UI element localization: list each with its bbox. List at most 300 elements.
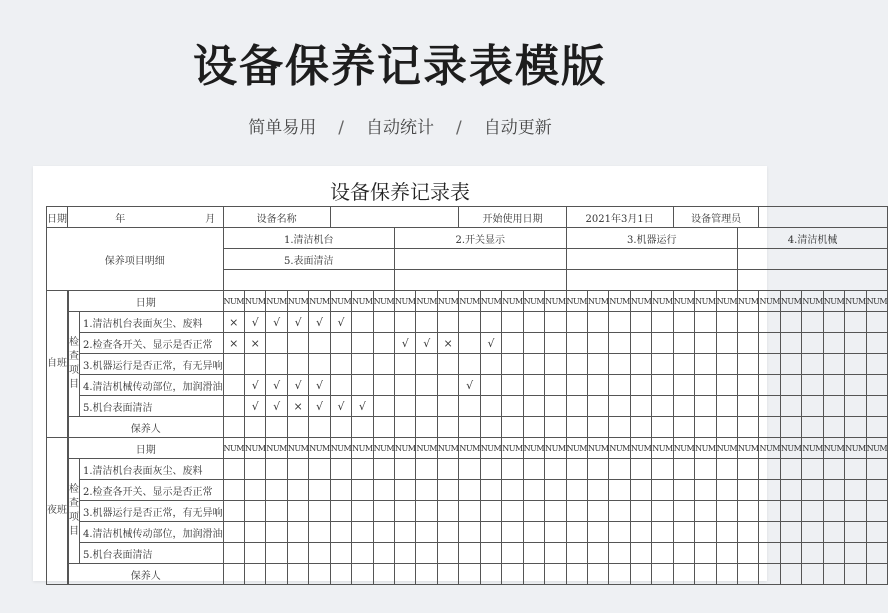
check-mark-cell[interactable] xyxy=(244,501,265,522)
check-mark-cell[interactable] xyxy=(437,459,458,480)
check-mark-cell[interactable] xyxy=(587,312,608,333)
check-mark-cell[interactable] xyxy=(823,522,844,543)
check-mark-cell[interactable] xyxy=(609,522,630,543)
check-mark-cell[interactable] xyxy=(866,501,887,522)
check-mark-cell[interactable] xyxy=(352,312,373,333)
check-mark-cell[interactable] xyxy=(480,480,501,501)
check-mark-cell[interactable] xyxy=(652,312,673,333)
check-mark-cell[interactable] xyxy=(223,543,244,564)
check-mark-cell[interactable] xyxy=(502,480,523,501)
check-mark-cell[interactable] xyxy=(759,354,780,375)
check-mark-cell[interactable] xyxy=(673,354,694,375)
check-mark-cell[interactable] xyxy=(716,312,737,333)
check-mark-cell[interactable]: × xyxy=(223,333,244,354)
check-mark-cell[interactable] xyxy=(330,354,351,375)
check-mark-cell[interactable] xyxy=(416,375,437,396)
check-mark-cell[interactable] xyxy=(630,459,651,480)
check-mark-cell[interactable] xyxy=(566,375,587,396)
check-mark-cell[interactable] xyxy=(780,354,801,375)
check-mark-cell[interactable]: √ xyxy=(416,333,437,354)
keeper-cell[interactable] xyxy=(587,417,608,438)
check-mark-cell[interactable] xyxy=(609,480,630,501)
check-mark-cell[interactable] xyxy=(309,333,330,354)
check-mark-cell[interactable] xyxy=(716,396,737,417)
check-mark-cell[interactable] xyxy=(523,480,544,501)
check-mark-cell[interactable] xyxy=(266,522,287,543)
check-mark-cell[interactable] xyxy=(845,354,866,375)
check-mark-cell[interactable] xyxy=(609,543,630,564)
check-mark-cell[interactable] xyxy=(223,522,244,543)
check-mark-cell[interactable] xyxy=(652,333,673,354)
check-mark-cell[interactable] xyxy=(566,501,587,522)
check-mark-cell[interactable] xyxy=(587,522,608,543)
keeper-cell[interactable] xyxy=(395,417,416,438)
keeper-cell[interactable] xyxy=(845,564,866,585)
check-mark-cell[interactable] xyxy=(823,333,844,354)
keeper-cell[interactable] xyxy=(673,564,694,585)
check-mark-cell[interactable] xyxy=(480,459,501,480)
keeper-cell[interactable] xyxy=(845,417,866,438)
check-mark-cell[interactable] xyxy=(566,354,587,375)
check-mark-cell[interactable] xyxy=(866,543,887,564)
check-mark-cell[interactable] xyxy=(545,543,566,564)
check-mark-cell[interactable] xyxy=(373,354,394,375)
check-mark-cell[interactable] xyxy=(266,543,287,564)
check-mark-cell[interactable] xyxy=(845,501,866,522)
check-mark-cell[interactable] xyxy=(309,501,330,522)
check-mark-cell[interactable] xyxy=(587,375,608,396)
check-mark-cell[interactable] xyxy=(523,396,544,417)
keeper-cell[interactable] xyxy=(695,417,716,438)
manager-value[interactable] xyxy=(759,207,888,228)
check-mark-cell[interactable] xyxy=(823,480,844,501)
check-mark-cell[interactable] xyxy=(545,480,566,501)
check-mark-cell[interactable] xyxy=(716,501,737,522)
check-mark-cell[interactable] xyxy=(395,480,416,501)
check-mark-cell[interactable] xyxy=(759,333,780,354)
check-mark-cell[interactable] xyxy=(823,396,844,417)
check-mark-cell[interactable] xyxy=(823,375,844,396)
check-mark-cell[interactable] xyxy=(630,312,651,333)
check-mark-cell[interactable] xyxy=(695,480,716,501)
check-mark-cell[interactable] xyxy=(352,522,373,543)
check-mark-cell[interactable] xyxy=(759,459,780,480)
check-mark-cell[interactable] xyxy=(502,543,523,564)
check-mark-cell[interactable] xyxy=(716,543,737,564)
check-mark-cell[interactable] xyxy=(802,543,823,564)
check-mark-cell[interactable] xyxy=(716,522,737,543)
check-mark-cell[interactable] xyxy=(330,480,351,501)
check-mark-cell[interactable] xyxy=(545,501,566,522)
check-mark-cell[interactable] xyxy=(244,522,265,543)
check-mark-cell[interactable] xyxy=(759,543,780,564)
keeper-cell[interactable] xyxy=(566,417,587,438)
check-mark-cell[interactable] xyxy=(695,354,716,375)
keeper-cell[interactable] xyxy=(609,417,630,438)
keeper-cell[interactable] xyxy=(395,564,416,585)
check-mark-cell[interactable] xyxy=(373,396,394,417)
check-mark-cell[interactable] xyxy=(244,354,265,375)
check-mark-cell[interactable] xyxy=(545,375,566,396)
check-mark-cell[interactable] xyxy=(866,375,887,396)
check-mark-cell[interactable] xyxy=(373,501,394,522)
check-mark-cell[interactable] xyxy=(609,312,630,333)
check-mark-cell[interactable] xyxy=(309,354,330,375)
check-mark-cell[interactable] xyxy=(266,333,287,354)
check-mark-cell[interactable] xyxy=(630,522,651,543)
check-mark-cell[interactable] xyxy=(802,396,823,417)
keeper-cell[interactable] xyxy=(523,564,544,585)
check-mark-cell[interactable]: √ xyxy=(244,312,265,333)
check-mark-cell[interactable] xyxy=(566,522,587,543)
keeper-cell[interactable] xyxy=(437,564,458,585)
check-mark-cell[interactable]: × xyxy=(244,333,265,354)
check-mark-cell[interactable] xyxy=(223,354,244,375)
check-mark-cell[interactable] xyxy=(566,480,587,501)
check-mark-cell[interactable] xyxy=(652,522,673,543)
check-mark-cell[interactable] xyxy=(459,333,480,354)
check-mark-cell[interactable] xyxy=(416,396,437,417)
check-mark-cell[interactable] xyxy=(738,375,759,396)
check-mark-cell[interactable] xyxy=(845,522,866,543)
check-mark-cell[interactable] xyxy=(502,375,523,396)
check-mark-cell[interactable] xyxy=(609,501,630,522)
check-mark-cell[interactable] xyxy=(738,312,759,333)
check-mark-cell[interactable] xyxy=(416,312,437,333)
keeper-cell[interactable] xyxy=(823,564,844,585)
check-mark-cell[interactable] xyxy=(759,396,780,417)
check-mark-cell[interactable] xyxy=(716,375,737,396)
check-mark-cell[interactable] xyxy=(287,333,308,354)
check-mark-cell[interactable] xyxy=(502,501,523,522)
keeper-cell[interactable] xyxy=(287,564,308,585)
check-mark-cell[interactable] xyxy=(780,480,801,501)
keeper-cell[interactable] xyxy=(502,417,523,438)
keeper-cell[interactable] xyxy=(630,417,651,438)
check-mark-cell[interactable] xyxy=(673,396,694,417)
check-mark-cell[interactable] xyxy=(652,480,673,501)
keeper-cell[interactable] xyxy=(309,417,330,438)
check-mark-cell[interactable] xyxy=(373,522,394,543)
check-mark-cell[interactable] xyxy=(437,480,458,501)
check-mark-cell[interactable] xyxy=(223,480,244,501)
check-mark-cell[interactable] xyxy=(738,333,759,354)
check-mark-cell[interactable] xyxy=(845,480,866,501)
check-mark-cell[interactable] xyxy=(459,354,480,375)
check-mark-cell[interactable] xyxy=(566,312,587,333)
check-mark-cell[interactable] xyxy=(823,312,844,333)
check-mark-cell[interactable] xyxy=(695,333,716,354)
check-mark-cell[interactable] xyxy=(309,459,330,480)
check-mark-cell[interactable] xyxy=(266,501,287,522)
check-mark-cell[interactable]: √ xyxy=(352,396,373,417)
check-mark-cell[interactable] xyxy=(780,396,801,417)
check-mark-cell[interactable] xyxy=(566,333,587,354)
check-mark-cell[interactable] xyxy=(630,333,651,354)
check-mark-cell[interactable] xyxy=(609,459,630,480)
check-mark-cell[interactable] xyxy=(609,354,630,375)
check-mark-cell[interactable] xyxy=(587,480,608,501)
check-mark-cell[interactable] xyxy=(523,375,544,396)
check-mark-cell[interactable] xyxy=(823,354,844,375)
check-mark-cell[interactable]: √ xyxy=(266,396,287,417)
check-mark-cell[interactable] xyxy=(823,459,844,480)
check-mark-cell[interactable] xyxy=(587,333,608,354)
check-mark-cell[interactable] xyxy=(545,312,566,333)
check-mark-cell[interactable] xyxy=(587,459,608,480)
check-mark-cell[interactable] xyxy=(630,501,651,522)
check-mark-cell[interactable] xyxy=(395,312,416,333)
check-mark-cell[interactable]: √ xyxy=(309,375,330,396)
check-mark-cell[interactable] xyxy=(866,312,887,333)
check-mark-cell[interactable] xyxy=(609,375,630,396)
keeper-cell[interactable] xyxy=(309,564,330,585)
check-mark-cell[interactable] xyxy=(395,354,416,375)
check-mark-cell[interactable] xyxy=(287,522,308,543)
check-mark-cell[interactable] xyxy=(266,459,287,480)
check-mark-cell[interactable] xyxy=(759,480,780,501)
check-mark-cell[interactable] xyxy=(395,543,416,564)
check-mark-cell[interactable] xyxy=(823,543,844,564)
check-mark-cell[interactable] xyxy=(630,396,651,417)
check-mark-cell[interactable]: √ xyxy=(480,333,501,354)
check-mark-cell[interactable] xyxy=(673,312,694,333)
check-mark-cell[interactable] xyxy=(437,396,458,417)
check-mark-cell[interactable] xyxy=(630,375,651,396)
check-mark-cell[interactable]: √ xyxy=(309,396,330,417)
check-mark-cell[interactable] xyxy=(480,375,501,396)
check-mark-cell[interactable] xyxy=(738,354,759,375)
check-mark-cell[interactable] xyxy=(759,501,780,522)
check-mark-cell[interactable] xyxy=(437,312,458,333)
check-mark-cell[interactable] xyxy=(673,333,694,354)
keeper-cell[interactable] xyxy=(609,564,630,585)
check-mark-cell[interactable] xyxy=(287,543,308,564)
keeper-cell[interactable] xyxy=(866,417,887,438)
check-mark-cell[interactable] xyxy=(866,396,887,417)
check-mark-cell[interactable] xyxy=(395,459,416,480)
check-mark-cell[interactable] xyxy=(609,396,630,417)
check-mark-cell[interactable] xyxy=(373,480,394,501)
check-mark-cell[interactable]: √ xyxy=(459,375,480,396)
check-mark-cell[interactable]: √ xyxy=(395,333,416,354)
check-mark-cell[interactable] xyxy=(352,459,373,480)
check-mark-cell[interactable] xyxy=(545,459,566,480)
check-mark-cell[interactable] xyxy=(352,375,373,396)
check-mark-cell[interactable] xyxy=(523,459,544,480)
check-mark-cell[interactable] xyxy=(845,312,866,333)
check-mark-cell[interactable] xyxy=(373,459,394,480)
keeper-cell[interactable] xyxy=(223,564,244,585)
check-mark-cell[interactable] xyxy=(416,459,437,480)
keeper-cell[interactable] xyxy=(695,564,716,585)
check-mark-cell[interactable] xyxy=(502,312,523,333)
check-mark-cell[interactable] xyxy=(866,333,887,354)
keeper-cell[interactable] xyxy=(330,417,351,438)
keeper-cell[interactable] xyxy=(759,564,780,585)
check-mark-cell[interactable]: √ xyxy=(330,312,351,333)
check-mark-cell[interactable] xyxy=(652,543,673,564)
check-mark-cell[interactable] xyxy=(802,333,823,354)
check-mark-cell[interactable] xyxy=(502,522,523,543)
check-mark-cell[interactable] xyxy=(845,375,866,396)
check-mark-cell[interactable] xyxy=(609,333,630,354)
check-mark-cell[interactable] xyxy=(416,543,437,564)
check-mark-cell[interactable] xyxy=(866,522,887,543)
check-mark-cell[interactable] xyxy=(652,354,673,375)
check-mark-cell[interactable]: √ xyxy=(266,312,287,333)
keeper-cell[interactable] xyxy=(545,564,566,585)
check-mark-cell[interactable] xyxy=(738,480,759,501)
check-mark-cell[interactable] xyxy=(738,396,759,417)
check-mark-cell[interactable] xyxy=(673,543,694,564)
check-mark-cell[interactable] xyxy=(223,375,244,396)
check-mark-cell[interactable] xyxy=(244,480,265,501)
check-mark-cell[interactable] xyxy=(352,333,373,354)
check-mark-cell[interactable] xyxy=(502,396,523,417)
keeper-cell[interactable] xyxy=(738,417,759,438)
check-mark-cell[interactable] xyxy=(416,354,437,375)
check-mark-cell[interactable] xyxy=(437,543,458,564)
device-name-value[interactable] xyxy=(330,207,459,228)
check-mark-cell[interactable] xyxy=(416,480,437,501)
keeper-cell[interactable] xyxy=(566,564,587,585)
check-mark-cell[interactable] xyxy=(330,501,351,522)
check-mark-cell[interactable] xyxy=(373,375,394,396)
check-mark-cell[interactable] xyxy=(759,522,780,543)
check-mark-cell[interactable] xyxy=(330,522,351,543)
check-mark-cell[interactable]: × xyxy=(437,333,458,354)
check-mark-cell[interactable] xyxy=(802,480,823,501)
check-mark-cell[interactable] xyxy=(780,333,801,354)
keeper-cell[interactable] xyxy=(352,417,373,438)
check-mark-cell[interactable] xyxy=(802,501,823,522)
check-mark-cell[interactable]: √ xyxy=(244,375,265,396)
check-mark-cell[interactable] xyxy=(244,459,265,480)
check-mark-cell[interactable] xyxy=(480,522,501,543)
check-mark-cell[interactable] xyxy=(759,312,780,333)
check-mark-cell[interactable] xyxy=(480,312,501,333)
keeper-cell[interactable] xyxy=(759,417,780,438)
check-mark-cell[interactable] xyxy=(673,522,694,543)
check-mark-cell[interactable]: × xyxy=(223,312,244,333)
check-mark-cell[interactable] xyxy=(716,333,737,354)
check-mark-cell[interactable] xyxy=(652,459,673,480)
check-mark-cell[interactable] xyxy=(673,501,694,522)
check-mark-cell[interactable] xyxy=(373,333,394,354)
check-mark-cell[interactable] xyxy=(480,543,501,564)
keeper-cell[interactable] xyxy=(673,417,694,438)
check-mark-cell[interactable] xyxy=(780,375,801,396)
check-mark-cell[interactable] xyxy=(652,501,673,522)
check-mark-cell[interactable] xyxy=(480,354,501,375)
keeper-cell[interactable] xyxy=(459,564,480,585)
check-mark-cell[interactable] xyxy=(287,459,308,480)
check-mark-cell[interactable] xyxy=(395,501,416,522)
check-mark-cell[interactable] xyxy=(502,333,523,354)
check-mark-cell[interactable] xyxy=(780,543,801,564)
check-mark-cell[interactable] xyxy=(459,459,480,480)
check-mark-cell[interactable] xyxy=(695,543,716,564)
check-mark-cell[interactable] xyxy=(652,396,673,417)
check-mark-cell[interactable] xyxy=(287,501,308,522)
check-mark-cell[interactable] xyxy=(738,501,759,522)
check-mark-cell[interactable] xyxy=(502,354,523,375)
check-mark-cell[interactable] xyxy=(695,501,716,522)
check-mark-cell[interactable] xyxy=(738,543,759,564)
check-mark-cell[interactable] xyxy=(480,501,501,522)
keeper-cell[interactable] xyxy=(652,417,673,438)
keeper-cell[interactable] xyxy=(780,564,801,585)
check-mark-cell[interactable] xyxy=(802,522,823,543)
keeper-cell[interactable] xyxy=(373,564,394,585)
keeper-cell[interactable] xyxy=(416,564,437,585)
check-mark-cell[interactable] xyxy=(673,480,694,501)
check-mark-cell[interactable] xyxy=(545,396,566,417)
keeper-cell[interactable] xyxy=(780,417,801,438)
year-month-cell[interactable] xyxy=(68,207,224,228)
check-mark-cell[interactable] xyxy=(845,543,866,564)
check-mark-cell[interactable] xyxy=(352,543,373,564)
keeper-cell[interactable] xyxy=(823,417,844,438)
check-mark-cell[interactable] xyxy=(780,522,801,543)
check-mark-cell[interactable] xyxy=(716,354,737,375)
check-mark-cell[interactable]: √ xyxy=(244,396,265,417)
check-mark-cell[interactable] xyxy=(502,459,523,480)
check-mark-cell[interactable] xyxy=(673,459,694,480)
check-mark-cell[interactable] xyxy=(416,522,437,543)
check-mark-cell[interactable] xyxy=(780,459,801,480)
check-mark-cell[interactable] xyxy=(780,312,801,333)
check-mark-cell[interactable] xyxy=(802,312,823,333)
check-mark-cell[interactable] xyxy=(459,543,480,564)
check-mark-cell[interactable] xyxy=(223,501,244,522)
check-mark-cell[interactable] xyxy=(845,459,866,480)
check-mark-cell[interactable] xyxy=(866,354,887,375)
check-mark-cell[interactable] xyxy=(287,354,308,375)
keeper-cell[interactable] xyxy=(266,417,287,438)
keeper-cell[interactable] xyxy=(287,417,308,438)
check-mark-cell[interactable] xyxy=(866,480,887,501)
check-mark-cell[interactable] xyxy=(630,354,651,375)
check-mark-cell[interactable] xyxy=(437,354,458,375)
check-mark-cell[interactable] xyxy=(673,375,694,396)
keeper-cell[interactable] xyxy=(480,417,501,438)
keeper-cell[interactable] xyxy=(630,564,651,585)
check-mark-cell[interactable] xyxy=(695,459,716,480)
check-mark-cell[interactable] xyxy=(459,396,480,417)
check-mark-cell[interactable] xyxy=(287,480,308,501)
check-mark-cell[interactable] xyxy=(780,501,801,522)
check-mark-cell[interactable] xyxy=(587,501,608,522)
check-mark-cell[interactable] xyxy=(459,522,480,543)
check-mark-cell[interactable] xyxy=(545,354,566,375)
keeper-cell[interactable] xyxy=(459,417,480,438)
keeper-cell[interactable] xyxy=(802,564,823,585)
check-mark-cell[interactable] xyxy=(523,333,544,354)
check-mark-cell[interactable] xyxy=(480,396,501,417)
check-mark-cell[interactable] xyxy=(738,459,759,480)
keeper-cell[interactable] xyxy=(266,564,287,585)
keeper-cell[interactable] xyxy=(416,417,437,438)
check-mark-cell[interactable] xyxy=(695,375,716,396)
check-mark-cell[interactable] xyxy=(459,480,480,501)
check-mark-cell[interactable] xyxy=(566,396,587,417)
check-mark-cell[interactable] xyxy=(352,354,373,375)
check-mark-cell[interactable] xyxy=(437,375,458,396)
check-mark-cell[interactable] xyxy=(330,375,351,396)
check-mark-cell[interactable] xyxy=(330,333,351,354)
